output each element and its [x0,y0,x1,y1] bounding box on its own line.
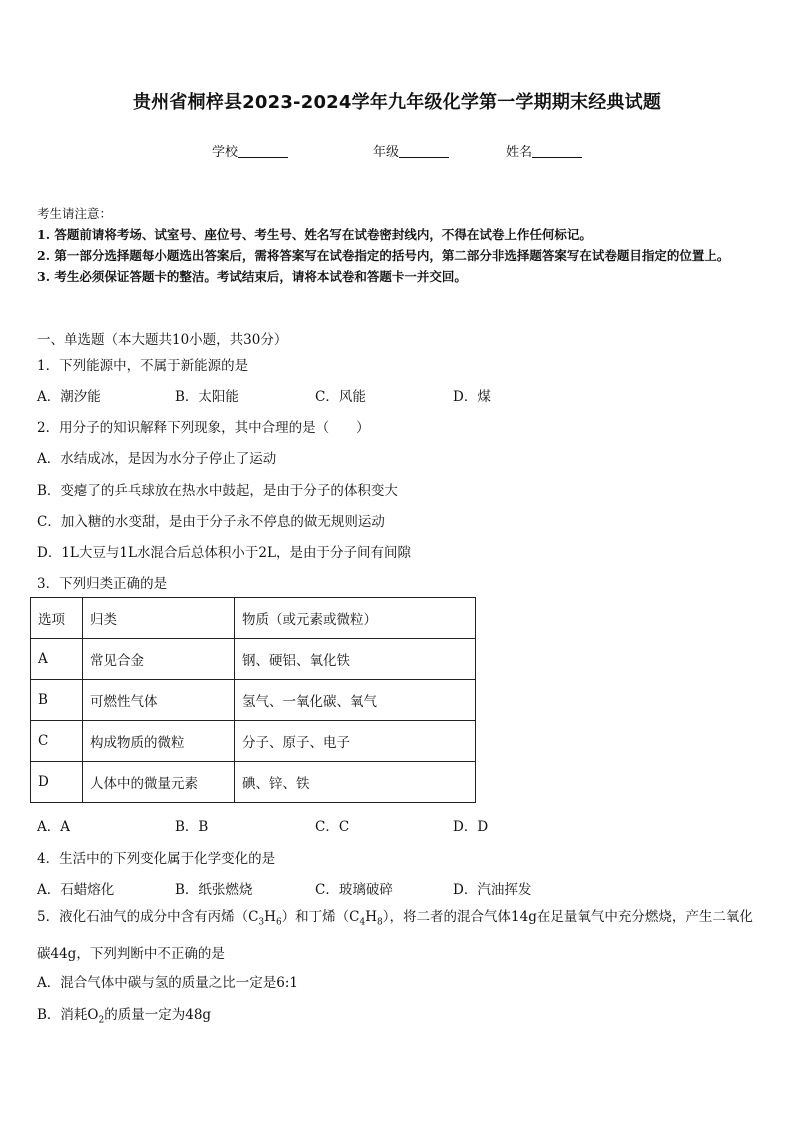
name-label: 姓名 [506,145,533,160]
table-row [31,762,476,803]
table-header-cell: 物质（或元素或微粒） [235,598,476,639]
table-header-cell: 选项 [31,598,83,639]
grade-blank [399,143,449,158]
table-cell: 常见合金 [83,639,235,680]
q5-subscript: 4 [359,917,366,928]
q5-stem-text: H [365,909,378,925]
table-row [31,680,476,721]
q1-option-b: B．太阳能 [175,389,239,405]
table-cell: D [31,762,83,803]
table-header-cell: 归类 [83,598,235,639]
q3-option-b: B．B [175,819,209,835]
q5-option-a: A．混合气体中碳与氢的质量之比一定是6:1 [37,975,298,991]
name-field [506,141,582,160]
table-cell: 钢、硬铝、氧化铁 [235,639,476,680]
q1-option-a: A．潮汐能 [37,389,101,405]
q5-stem-text: H [264,909,276,925]
table-cell: C [31,721,83,762]
question-3-stem: 3．下列归类正确的是 [37,576,168,592]
q3-option-c: C．C [315,819,350,835]
q5-subscript: 3 [258,917,265,928]
question-4-stem: 4．生活中的下列变化属于化学变化的是 [37,851,276,867]
q5-option-b [37,1003,211,1026]
q4-option-b: B．纸张燃烧 [175,882,253,898]
q5-option-b-text: B．消耗O [37,1007,99,1023]
table-cell: 可燃性气体 [83,680,235,721]
grade-field [373,141,449,160]
q5-option-b-text: 的质量一定为48g [104,1007,212,1023]
question-5-stem [37,902,759,970]
grade-label: 年级 [373,145,400,160]
table-cell: B [31,680,83,721]
q2-option-c: C．加入糖的水变甜，是由于分子永不停息的做无规则运动 [37,514,385,530]
q3-option-a: A．A [37,819,70,835]
q5-subscript: 6 [275,917,282,928]
table-cell: 人体中的微量元素 [83,762,235,803]
school-blank [238,143,288,158]
note-item: 2. 第一部分选择题每小题选出答案后，需将答案写在试卷指定的括号内，第二部分非选择题答案写在试卷题目指定的位置上。 [37,248,730,263]
table-cell: 分子、原子、电子 [235,721,476,762]
question-2-stem: 2．用分子的知识解释下列现象，其中合理的是（ ） [37,420,370,436]
exam-notes [37,203,759,287]
q5-subscript: 2 [98,1015,105,1026]
table-header-row [31,598,476,639]
note-item: 1. 答题前请将考场、试室号、座位号、考生号、姓名写在试卷密封线内，不得在试卷上作任何标记。 [37,227,592,242]
q1-option-d: D．煤 [453,389,491,405]
q5-stem-text: ），将二者的混合气体14g在足量氧气中充分燃烧，产生二氧化碳44g，下列判断中不正确的是 [37,909,753,962]
notes-heading: 考生请注意： [37,206,113,221]
table-row [31,721,476,762]
student-info-row [0,141,794,161]
q2-option-b: B．变瘪了的乒乓球放在热水中鼓起，是由于分子的体积变大 [37,483,398,499]
q4-option-c: C．玻璃破碎 [315,882,393,898]
q5-subscript: 8 [377,917,383,928]
classification-table [30,597,476,803]
q4-option-d: D．汽油挥发 [453,882,532,898]
q5-stem-text: ）和丁烯（C [281,909,360,925]
school-field [212,141,288,160]
q2-option-a: A．水结成冰，是因为水分子停止了运动 [37,451,277,467]
note-item: 3. 考生必须保证答题卡的整洁。考试结束后，请将本试卷和答题卡一并交回。 [37,269,467,284]
table-cell: A [31,639,83,680]
q3-option-d: D．D [453,819,489,835]
q2-option-d: D．1L大豆与1L水混合后总体积小于2L，是由于分子间有间隙 [37,545,411,561]
page-title: 贵州省桐梓县2023-2024学年九年级化学第一学期期末经典试题 [132,92,662,113]
table-cell: 氢气、一氧化碳、氧气 [235,680,476,721]
table-row [31,639,476,680]
table-cell: 构成物质的微粒 [83,721,235,762]
question-1-stem: 1．下列能源中，不属于新能源的是 [37,358,249,374]
name-blank [532,143,582,158]
q4-option-a: A．石蜡熔化 [37,882,115,898]
school-label: 学校 [212,145,239,160]
section-heading: 一、单选题（本大题共10小题，共30分） [37,332,288,348]
q1-option-c: C．风能 [315,389,366,405]
q5-stem-text: 5．液化石油气的成分中含有丙烯（C [37,909,259,925]
table-cell: 碘、锌、铁 [235,762,476,803]
